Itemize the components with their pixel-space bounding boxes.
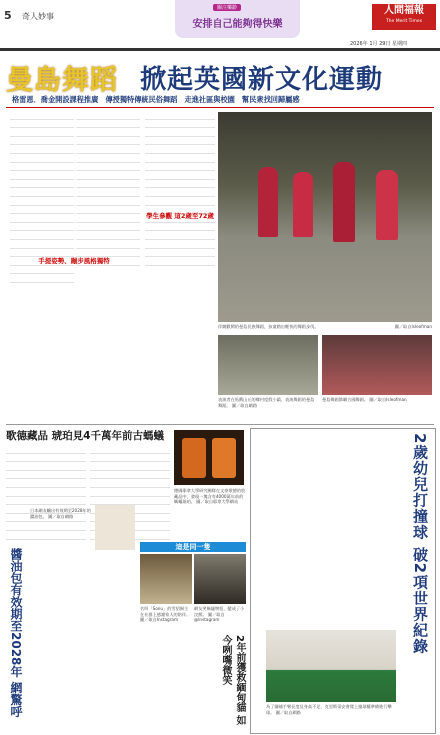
caption-text: 德國耶拿大學研究團隊在文豪歌德的收藏品中，發現一塊含有4000萬年前的螞蟻琥珀。 [174,488,246,504]
caption-text: 表演者在馬戲山丘的鄉村度假小鎮，表演舞蹈的曼島舞蹈。 [218,397,315,408]
main-article-body-col1 [10,112,74,422]
amber-stone [182,438,206,478]
logo-english: The Merit Times [385,19,423,24]
caption-credit: 圖／取自耶拿大學網站 [196,499,239,504]
logo-chinese: 人間福報 [384,5,424,16]
main-photo-caption-1 [218,324,432,330]
page-number: 5 [4,9,12,22]
header-banner [175,0,300,38]
caption-text: 名叫「Sonu」的雪貂飼主在社群上感謝家人的陪伴。 [140,606,191,617]
deck-rule [6,107,434,108]
photo-box-left-caption [140,606,192,623]
main-photo-stage [218,335,318,395]
soy-headline: 醬油包有效期至2028年 網驚呼 [9,548,23,718]
main-headline-right: 掀起英國新文化運動 [140,65,384,95]
main-photo-caption-2 [218,397,318,408]
photo-box-left [140,554,192,604]
main-deck: 格雷恩．喬金開設課程推廣 傳授獨特傳統民俗舞蹈 走進社區與校園 幫民衆找回歸屬感 [12,95,300,104]
main-photo-group [322,335,432,395]
photo-box-right [194,554,246,604]
main-photo-dancers [218,112,432,322]
amber-body-col1 [6,446,86,546]
dancer-figure [376,170,398,240]
section-divider [6,424,434,425]
caption-credit: 圖／取自網路 [275,709,301,715]
caption-text: 曼島舞蹈節聯合國舞蹈。 [322,397,369,402]
soy-body [6,548,136,728]
main-headline-left: 曼島舞蹈 [6,65,118,96]
cat-body [140,640,224,730]
photo-box-title: 這是同一隻 [140,542,246,552]
main-article-body-col2 [76,112,140,422]
child-photo [266,630,396,702]
issue-date: 2026年 1月 29日 星期四 [350,41,408,47]
soy-photo-caption [30,508,92,519]
child-photo-caption [266,704,396,715]
child-headline: 2歲幼兒打撞球 破2項世界紀錄 [411,433,429,655]
amber-photo [174,430,244,485]
main-article-body-col3 [145,112,215,422]
main-photo-caption-3 [322,397,432,403]
main-subhead-2: 學生參觀 這2歲至72歲 [146,212,214,220]
dancer-figure [258,167,278,237]
photo-box-right-caption [194,606,246,623]
child-body-upper [258,433,404,625]
cat-headline: 2年前獲救緬甸貓 如今咧嘴微笑 [220,635,245,726]
caption-credit: 圖／取自Instagram [140,617,179,622]
caption-text: 日本網友曬出有效期至2028年的醬油包。 [30,508,91,519]
main-subhead-1: 手提姿勢、蹦步風格獨特 [38,257,110,265]
amber-photo-caption [174,488,246,505]
caption-credit: 圖／取自Isleofman [394,324,432,329]
banner-slogan: 安排自己能夠得快樂 [192,19,283,30]
banner-badge: 關注樂齡 [213,4,241,11]
dancer-figure [293,172,313,237]
caption-text: 網友笑稱寵物貂，變成了小浣熊。 [194,606,245,617]
section-name: 奇人妙事 [22,12,54,21]
caption-text: 伴隨歡鬧的曼島民族舞蹈，孩童踏出輕快的舞蹈步伐。 [218,324,319,329]
caption-credit: 圖／取自網路 [48,513,74,519]
header-rule [0,48,440,51]
caption-credit: 圖／取自@Instagram [194,611,225,622]
caption-text: 為了彌補手臂長度及身高不足，克里斯蒂安會爬上撞球檯準備進行擊球。 [266,704,392,715]
caption-credit: 圖／取自網路 [231,402,258,408]
soy-photo [95,505,135,550]
amber-stone [212,438,236,478]
caption-credit: 圖／取自Isleofman [369,397,407,402]
newspaper-logo [372,4,436,30]
dancer-figure [333,162,355,242]
amber-headline: 歌德藏品 琥珀見4千萬年前古螞蟻 [6,430,164,442]
child-body-lower [400,640,430,728]
